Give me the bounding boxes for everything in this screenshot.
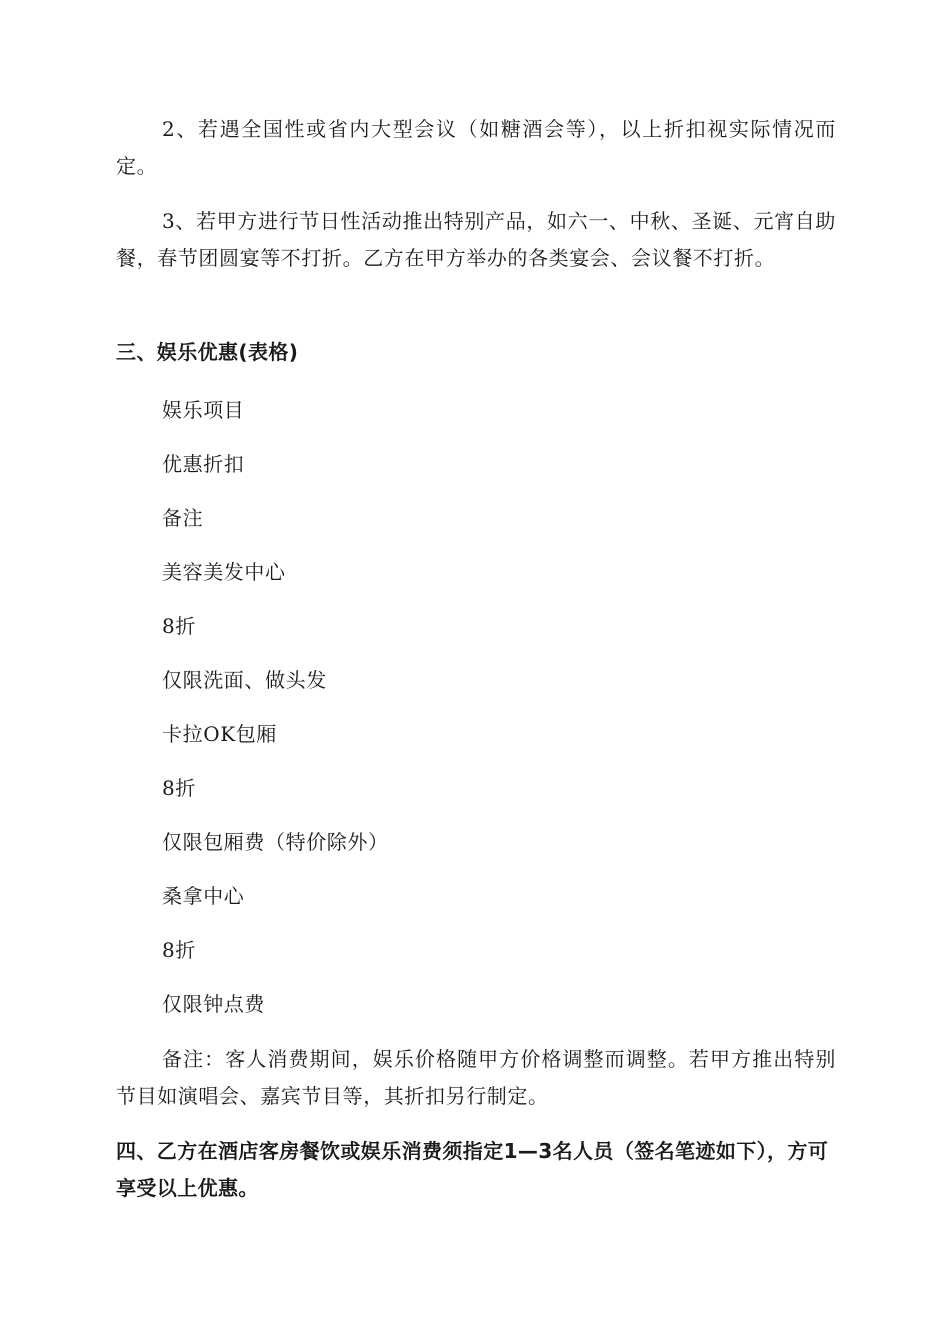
table-item: 仅限钟点费: [162, 992, 265, 1016]
note-paragraph: 备注：客人消费期间，娱乐价格随甲方价格调整而调整。若甲方推出特别节目如演唱会、嘉宾节目等，其折扣另行制定。: [116, 1047, 836, 1108]
table-item: 8折: [162, 938, 196, 962]
paragraph-item-2: 2、若遇全国性或省内大型会议（如糖酒会等），以上折扣视实际情况而定。: [116, 117, 836, 178]
table-item: 美容美发中心: [162, 560, 286, 584]
paragraph-item-3: 3、若甲方进行节日性活动推出特别产品，如六一、中秋、圣诞、元宵自助餐，春节团圆宴等不打折。乙方在甲方举办的各类宴会、会议餐不打折。: [116, 209, 836, 270]
table-item: 娱乐项目: [162, 398, 245, 422]
table-item: 8折: [162, 776, 196, 800]
section-3-heading: 三、娱乐优惠(表格): [116, 340, 299, 364]
table-item: 备注: [162, 506, 204, 530]
table-item: 仅限包厢费（特价除外）: [162, 830, 389, 854]
table-item: 桑拿中心: [162, 884, 245, 908]
table-item: 8折: [162, 614, 196, 638]
table-item: 卡拉OK包厢: [162, 722, 277, 746]
table-item: 仅限洗面、做头发: [162, 668, 327, 692]
table-item: 优惠折扣: [162, 452, 245, 476]
section-4-heading: 四、乙方在酒店客房餐饮或娱乐消费须指定1—3名人员（签名笔迹如下），方可享受以上优惠。: [116, 1139, 829, 1200]
